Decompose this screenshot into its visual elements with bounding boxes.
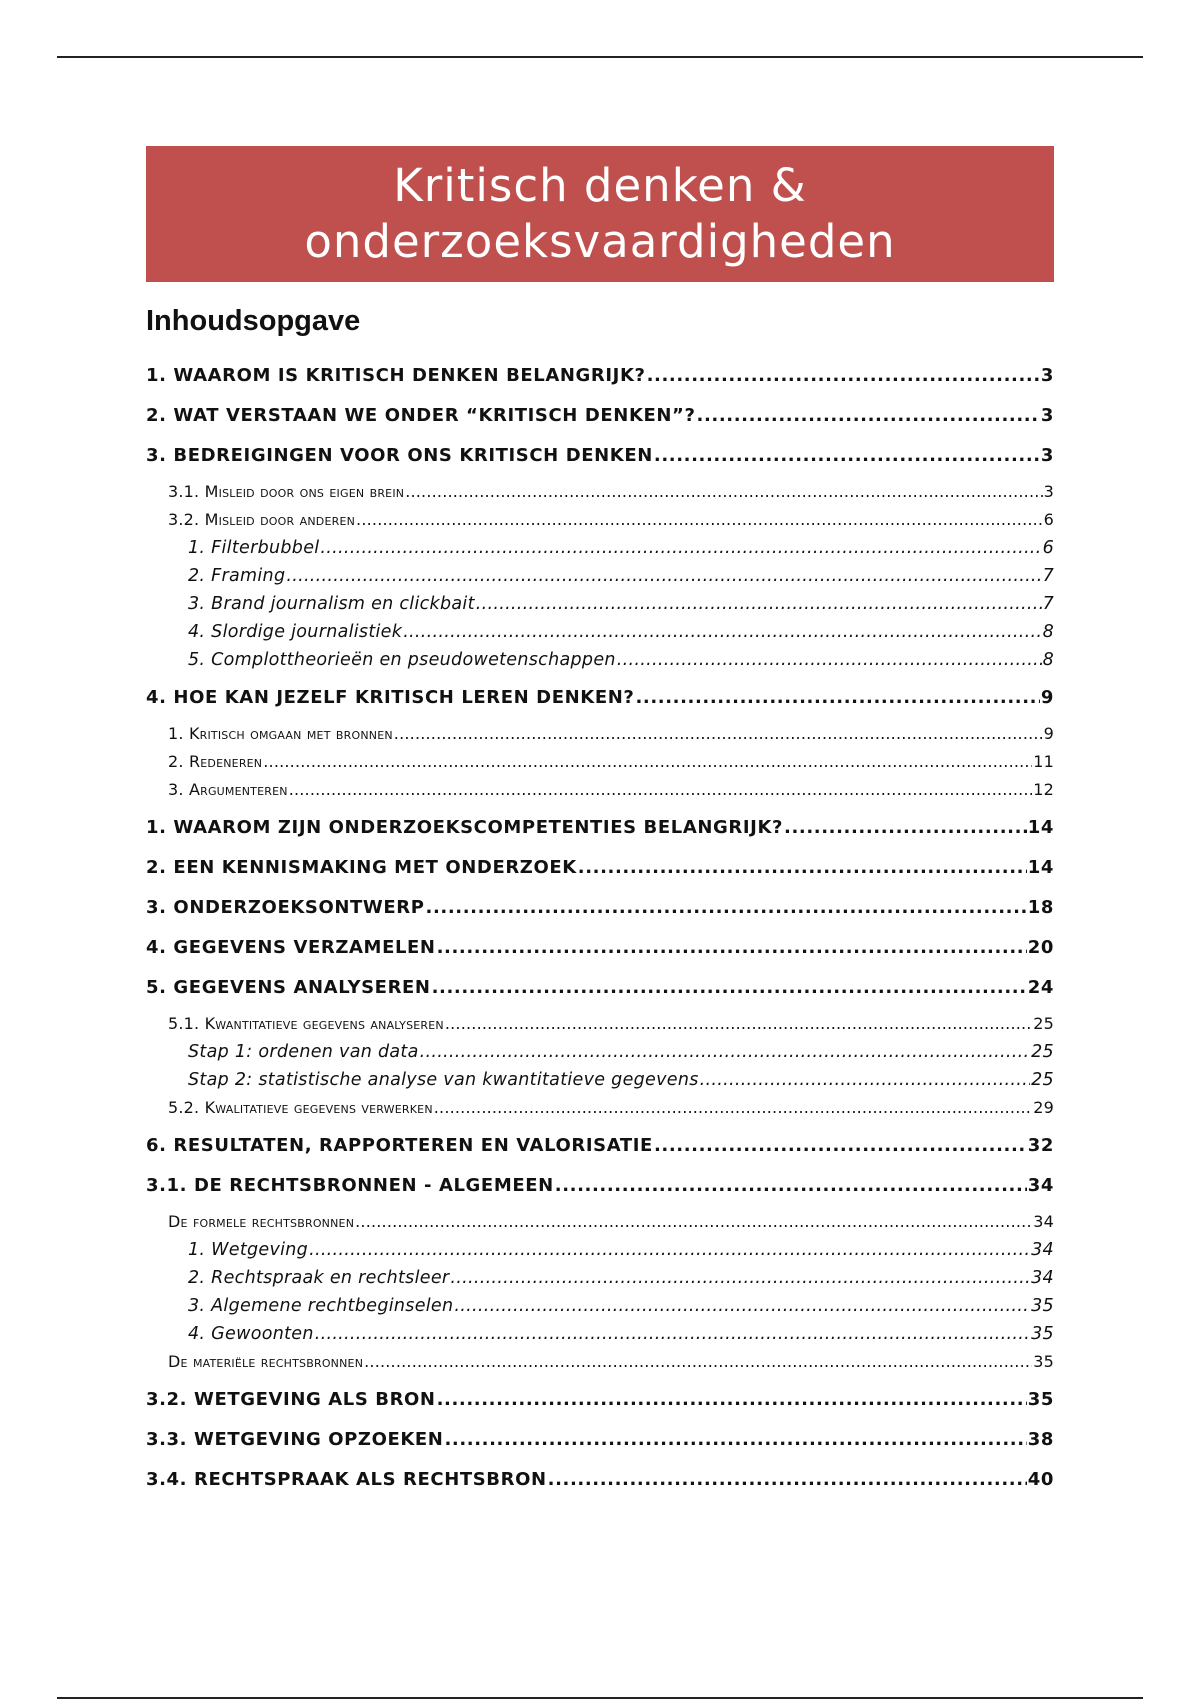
toc-leader-dots xyxy=(454,1292,1030,1320)
toc-leader-dots xyxy=(405,478,1042,506)
toc-leader-dots xyxy=(426,888,1027,928)
toc-entry-title: De materiële rechtsbronnen xyxy=(168,1352,364,1371)
toc-entry[interactable] xyxy=(146,1236,1054,1264)
toc-leader-dots xyxy=(286,562,1041,590)
toc-entry[interactable] xyxy=(146,534,1054,562)
toc-entry[interactable] xyxy=(146,1010,1054,1038)
toc-entry-page: 34 xyxy=(1031,1268,1054,1288)
toc-entry-page: 6 xyxy=(1043,510,1054,529)
toc-leader-dots xyxy=(420,1038,1031,1066)
toc-entry[interactable] xyxy=(146,562,1054,590)
toc-leader-dots xyxy=(309,1236,1030,1264)
toc-entry-page: 24 xyxy=(1027,977,1054,998)
title-banner xyxy=(146,146,1054,282)
toc-leader-dots xyxy=(555,1166,1027,1206)
toc-leader-dots xyxy=(578,848,1027,888)
toc-entry-title: 3.2. WETGEVING ALS BRON xyxy=(146,1389,436,1410)
toc-entry-title: 3.4. RECHTSPRAAK ALS RECHTSBRON xyxy=(146,1469,547,1490)
document-title: Kritisch denken & onderzoeksvaardigheden xyxy=(304,159,896,268)
toc-entry-title: 3. Argumenteren xyxy=(168,780,288,799)
toc-entry[interactable] xyxy=(146,646,1054,674)
toc-entry[interactable] xyxy=(146,1038,1054,1066)
toc-entry-title: 1. WAAROM IS KRITISCH DENKEN BELANGRIJK? xyxy=(146,365,646,386)
toc-leader-dots xyxy=(635,678,1039,718)
toc-entry-title: 2. WAT VERSTAAN WE ONDER “KRITISCH DENKEN”? xyxy=(146,405,696,426)
toc-entry-title: 4. GEGEVENS VERZAMELEN xyxy=(146,937,436,958)
toc-entry[interactable] xyxy=(146,1380,1054,1420)
toc-entry-page: 6 xyxy=(1042,538,1054,558)
toc-entry-title: Stap 1: ordenen van data xyxy=(188,1042,419,1062)
toc-entry-title: 5.1. Kwantitatieve gegevens analyseren xyxy=(168,1014,444,1033)
toc-leader-dots xyxy=(647,356,1040,396)
toc-entry-page: 8 xyxy=(1042,650,1054,670)
toc-entry-page: 3 xyxy=(1040,365,1054,386)
toc-entry[interactable] xyxy=(146,1126,1054,1166)
toc-entry-page: 3 xyxy=(1040,445,1054,466)
toc-entry[interactable] xyxy=(146,748,1054,776)
toc-entry-title: 5. Complottheorieën en pseudowetenschappen xyxy=(188,650,616,670)
toc-entry[interactable] xyxy=(146,1264,1054,1292)
table-of-contents xyxy=(146,356,1054,1500)
toc-entry-title: 2. EEN KENNISMAKING MET ONDERZOEK xyxy=(146,857,577,878)
toc-entry-page: 9 xyxy=(1043,724,1054,743)
toc-entry-title: 3. BEDREIGINGEN VOOR ONS KRITISCH DENKEN xyxy=(146,445,653,466)
toc-leader-dots xyxy=(432,968,1027,1008)
toc-entry-title: 1. Filterbubbel xyxy=(188,538,320,558)
toc-entry-page: 25 xyxy=(1031,1042,1054,1062)
toc-entry[interactable] xyxy=(146,1348,1054,1376)
toc-entry-title: 5.2. Kwalitatieve gegevens verwerken xyxy=(168,1098,433,1117)
toc-entry[interactable] xyxy=(146,506,1054,534)
toc-entry-title: 4. Gewoonten xyxy=(188,1324,314,1344)
toc-leader-dots xyxy=(617,646,1042,674)
toc-entry-title: Stap 2: statistische analyse van kwantitatieve gegevens xyxy=(188,1070,699,1090)
toc-entry-page: 40 xyxy=(1027,1469,1054,1490)
toc-leader-dots xyxy=(700,1066,1030,1094)
toc-entry-page: 35 xyxy=(1031,1296,1054,1316)
toc-entry-title: 3. Algemene rechtbeginselen xyxy=(188,1296,454,1316)
toc-entry-page: 34 xyxy=(1031,1240,1054,1260)
toc-entry[interactable] xyxy=(146,1320,1054,1348)
toc-entry-page: 7 xyxy=(1042,594,1054,614)
toc-entry-page: 35 xyxy=(1033,1352,1054,1371)
toc-heading: Inhoudsopgave xyxy=(146,305,361,337)
toc-leader-dots xyxy=(403,618,1041,646)
toc-entry-page: 34 xyxy=(1033,1212,1054,1231)
toc-leader-dots xyxy=(356,506,1043,534)
toc-entry-page: 35 xyxy=(1027,1389,1054,1410)
toc-leader-dots xyxy=(355,1208,1032,1236)
toc-entry[interactable] xyxy=(146,1166,1054,1206)
toc-leader-dots xyxy=(476,590,1042,618)
toc-entry[interactable] xyxy=(146,848,1054,888)
toc-entry[interactable] xyxy=(146,808,1054,848)
toc-leader-dots xyxy=(548,1460,1027,1500)
toc-leader-dots xyxy=(434,1094,1032,1122)
toc-entry-page: 12 xyxy=(1033,780,1054,799)
toc-entry[interactable] xyxy=(146,1066,1054,1094)
toc-entry-title: 3. Brand journalism en clickbait xyxy=(188,594,475,614)
toc-entry[interactable] xyxy=(146,436,1054,476)
toc-leader-dots xyxy=(450,1264,1030,1292)
toc-entry-page: 11 xyxy=(1033,752,1054,771)
toc-entry-title: 4. HOE KAN JEZELF KRITISCH LEREN DENKEN? xyxy=(146,687,635,708)
toc-entry-title: 2. Rechtspraak en rechtsleer xyxy=(188,1268,450,1288)
toc-entry[interactable] xyxy=(146,1292,1054,1320)
toc-entry-title: 6. RESULTATEN, RAPPORTEREN EN VALORISATIE xyxy=(146,1135,653,1156)
toc-entry-page: 9 xyxy=(1040,687,1054,708)
toc-leader-dots xyxy=(320,534,1041,562)
toc-leader-dots xyxy=(289,776,1033,804)
toc-leader-dots xyxy=(315,1320,1030,1348)
toc-entry-page: 32 xyxy=(1027,1135,1054,1156)
toc-entry[interactable] xyxy=(146,1420,1054,1460)
toc-entry[interactable] xyxy=(146,776,1054,804)
toc-leader-dots xyxy=(364,1348,1032,1376)
toc-entry-page: 38 xyxy=(1027,1429,1054,1450)
toc-entry-page: 8 xyxy=(1042,622,1054,642)
toc-entry[interactable] xyxy=(146,928,1054,968)
toc-entry-page: 7 xyxy=(1042,566,1054,586)
toc-entry-title: 1. Kritisch omgaan met bronnen xyxy=(168,724,393,743)
toc-leader-dots xyxy=(445,1010,1032,1038)
toc-entry-title: 2. Redeneren xyxy=(168,752,263,771)
toc-entry-page: 3 xyxy=(1040,405,1054,426)
toc-entry[interactable] xyxy=(146,396,1054,436)
toc-entry-page: 3 xyxy=(1043,482,1054,501)
toc-entry-title: 3.1. Misleid door ons eigen brein xyxy=(168,482,405,501)
toc-leader-dots xyxy=(437,928,1027,968)
toc-entry-page: 18 xyxy=(1027,897,1054,918)
toc-entry[interactable] xyxy=(146,1208,1054,1236)
toc-leader-dots xyxy=(654,1126,1027,1166)
toc-leader-dots xyxy=(437,1380,1027,1420)
toc-entry-page: 25 xyxy=(1031,1070,1054,1090)
toc-entry[interactable] xyxy=(146,356,1054,396)
toc-entry[interactable] xyxy=(146,968,1054,1008)
toc-entry-title: 5. GEGEVENS ANALYSEREN xyxy=(146,977,431,998)
toc-leader-dots xyxy=(444,1420,1026,1460)
toc-entry[interactable] xyxy=(146,678,1054,718)
page-content xyxy=(146,146,1054,1500)
toc-entry-title: 3.2. Misleid door anderen xyxy=(168,510,356,529)
toc-entry[interactable] xyxy=(146,618,1054,646)
top-rule xyxy=(57,56,1143,58)
toc-entry-page: 14 xyxy=(1027,817,1054,838)
toc-entry-title: 1. WAAROM ZIJN ONDERZOEKSCOMPETENTIES BELANGRIJK? xyxy=(146,817,784,838)
toc-entry[interactable] xyxy=(146,1460,1054,1500)
toc-entry-page: 20 xyxy=(1027,937,1054,958)
bottom-rule xyxy=(57,1697,1143,1699)
toc-entry[interactable] xyxy=(146,720,1054,748)
toc-leader-dots xyxy=(394,720,1043,748)
toc-leader-dots xyxy=(654,436,1040,476)
toc-entry-page: 25 xyxy=(1033,1014,1054,1033)
toc-entry-title: 4. Slordige journalistiek xyxy=(188,622,403,642)
toc-leader-dots xyxy=(697,396,1040,436)
toc-entry[interactable] xyxy=(146,478,1054,506)
toc-entry[interactable] xyxy=(146,590,1054,618)
toc-leader-dots xyxy=(784,808,1027,848)
toc-entry-page: 14 xyxy=(1027,857,1054,878)
toc-entry-title: 3. ONDERZOEKSONTWERP xyxy=(146,897,425,918)
toc-entry-page: 35 xyxy=(1031,1324,1054,1344)
toc-entry[interactable] xyxy=(146,888,1054,928)
toc-leader-dots xyxy=(263,748,1032,776)
toc-entry-title: 2. Framing xyxy=(188,566,286,586)
toc-entry-page: 34 xyxy=(1027,1175,1054,1196)
toc-entry-title: 3.3. WETGEVING OPZOEKEN xyxy=(146,1429,444,1450)
toc-entry[interactable] xyxy=(146,1094,1054,1122)
toc-entry-title: 1. Wetgeving xyxy=(188,1240,309,1260)
toc-entry-title: De formele rechtsbronnen xyxy=(168,1212,355,1231)
toc-entry-page: 29 xyxy=(1033,1098,1054,1117)
toc-entry-title: 3.1. DE RECHTSBRONNEN - ALGEMEEN xyxy=(146,1175,554,1196)
